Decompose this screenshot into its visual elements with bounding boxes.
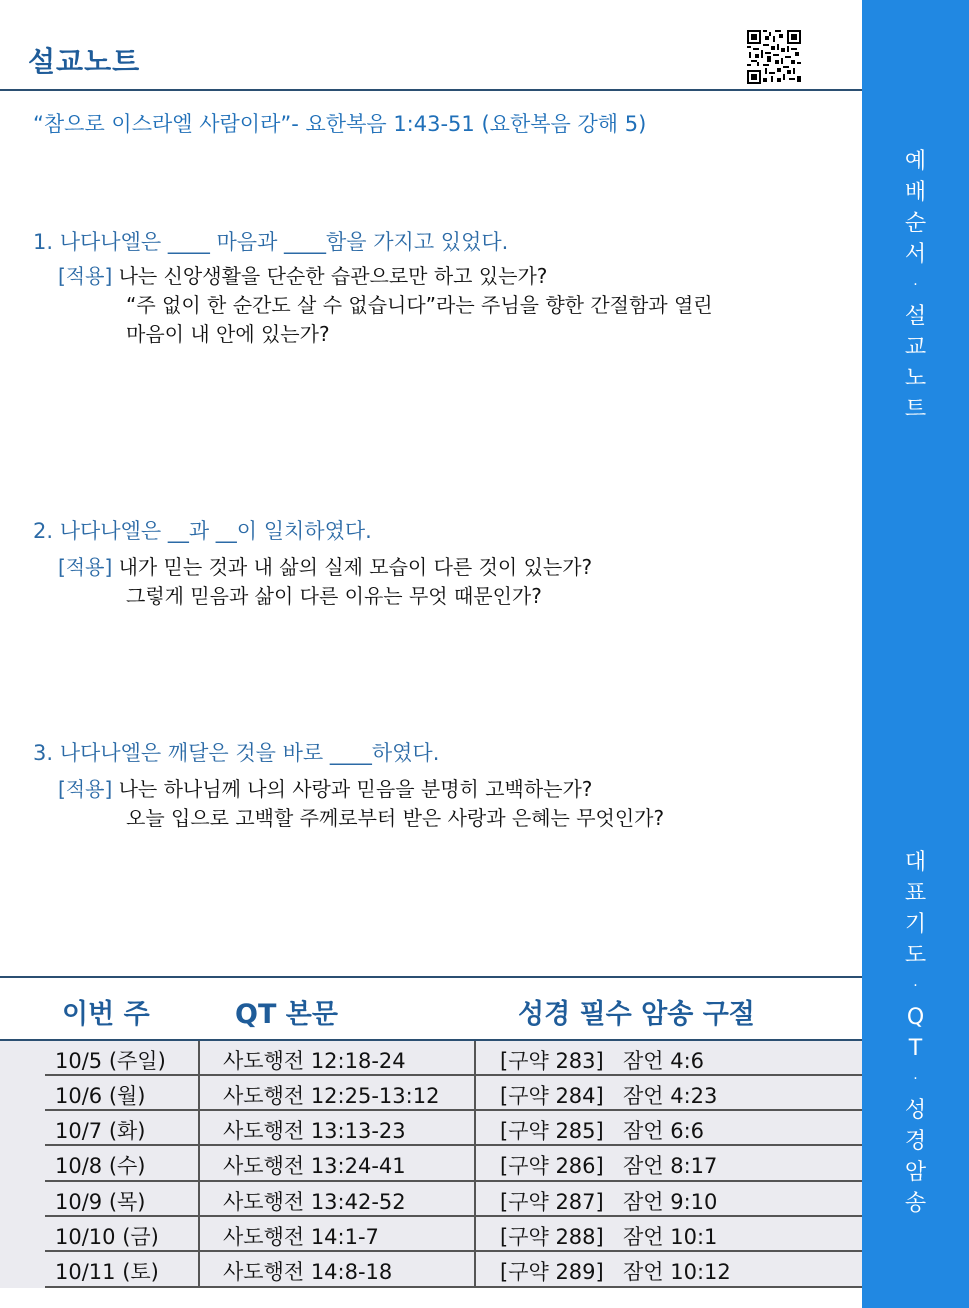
row-qt: 사도행전 13:42-52 [223, 1190, 406, 1214]
row-day: 10/5 (주일) [55, 1049, 166, 1073]
row-ref: [구약 287] [500, 1190, 604, 1214]
sidebar-char: 송 [904, 1191, 927, 1216]
sidebar-char: 경 [904, 1129, 927, 1154]
row-verse: 잠언 8:17 [623, 1154, 718, 1178]
application-line: 오늘 입으로 고백할 주께로부터 받은 사랑과 은혜는 무엇인가? [126, 806, 665, 830]
sidebar-separator: · [913, 978, 918, 994]
sidebar-tab-order-notes[interactable] [862, 146, 969, 425]
table-row [45, 1217, 862, 1252]
sidebar-char: 기 [904, 912, 927, 937]
sidebar-char: 노 [904, 366, 927, 391]
point-2-application [58, 553, 592, 611]
row-day: 10/6 (월) [55, 1084, 146, 1108]
sidebar-char: 트 [904, 397, 927, 422]
schedule-header-qt: QT 본문 [235, 999, 338, 1030]
application-line: “주 없이 한 순간도 살 수 없습니다”라는 주님을 향한 간절함과 열린 [126, 293, 713, 317]
table-row [45, 1111, 862, 1146]
sidebar-char: 예 [904, 149, 927, 174]
row-day: 10/7 (화) [55, 1119, 146, 1143]
application-tag: [적용] [58, 555, 113, 579]
sidebar-separator: · [913, 1071, 918, 1087]
sidebar-tab-prayer-qt-memory[interactable] [862, 847, 969, 1219]
header-divider [0, 89, 862, 91]
row-qt: 사도행전 12:18-24 [223, 1049, 406, 1073]
row-ref: [구약 284] [500, 1084, 604, 1108]
row-ref: [구약 288] [500, 1225, 604, 1249]
row-day: 10/11 (토) [55, 1260, 159, 1284]
point-2-question: 2. 나다나엘은 __과 __이 일치하였다. [33, 519, 372, 543]
row-divider [45, 1286, 862, 1288]
row-verse: 잠언 9:10 [623, 1190, 718, 1214]
schedule-header-week: 이번 주 [62, 999, 150, 1030]
row-ref: [구약 289] [500, 1260, 604, 1284]
schedule-top-divider [0, 976, 862, 978]
qr-code-icon[interactable] [747, 30, 801, 84]
table-row [45, 1041, 862, 1076]
application-tag: [적용] [58, 264, 113, 288]
sidebar [862, 0, 969, 1308]
sidebar-char: 표 [904, 881, 927, 906]
row-ref: [구약 286] [500, 1154, 604, 1178]
row-qt: 사도행전 13:24-41 [223, 1154, 406, 1178]
sidebar-char: 서 [904, 242, 927, 267]
application-line: 나는 하나님께 나의 사랑과 믿음을 분명히 고백하는가? [118, 777, 593, 801]
row-qt: 사도행전 14:8-18 [223, 1260, 393, 1284]
point-3-question: 3. 나다나엘은 깨달은 것을 바로 ____하였다. [33, 741, 440, 765]
row-verse: 잠언 10:12 [623, 1260, 731, 1284]
schedule-header-memory: 성경 필수 암송 구절 [518, 999, 755, 1030]
point-3-application [58, 775, 664, 833]
sidebar-char: 대 [904, 850, 927, 875]
table-row [45, 1182, 862, 1217]
sidebar-char: 암 [904, 1160, 927, 1185]
sidebar-char: T [908, 1036, 923, 1061]
sidebar-char: 배 [904, 180, 927, 205]
row-day: 10/10 (금) [55, 1225, 159, 1249]
sidebar-char: 성 [904, 1098, 927, 1123]
row-verse: 잠언 10:1 [623, 1225, 718, 1249]
sidebar-char: 교 [904, 335, 927, 360]
row-verse: 잠언 4:6 [623, 1049, 705, 1073]
application-line: 그렇게 믿음과 삶이 다른 이유는 무엇 때문인가? [126, 584, 542, 608]
row-ref: [구약 285] [500, 1119, 604, 1143]
table-row [45, 1076, 862, 1111]
page-title: 설교노트 [28, 45, 141, 78]
application-line: 마음이 내 안에 있는가? [126, 322, 330, 346]
application-tag: [적용] [58, 777, 113, 801]
sidebar-separator: · [913, 277, 918, 293]
sermon-subtitle: “참으로 이스라엘 사람이라”- 요한복음 1:43-51 (요한복음 강해 5) [33, 112, 647, 136]
row-qt: 사도행전 13:13-23 [223, 1119, 406, 1143]
point-1-application [58, 262, 713, 349]
sidebar-char: Q [906, 1005, 925, 1030]
row-qt: 사도행전 12:25-13:12 [223, 1084, 440, 1108]
row-verse: 잠언 4:23 [623, 1084, 718, 1108]
row-day: 10/9 (목) [55, 1190, 146, 1214]
point-1-question: 1. 나다나엘은 ____ 마음과 ____함을 가지고 있었다. [33, 230, 509, 254]
row-verse: 잠언 6:6 [623, 1119, 705, 1143]
table-row [45, 1252, 862, 1287]
sidebar-char: 도 [904, 943, 927, 968]
row-ref: [구약 283] [500, 1049, 604, 1073]
table-row [45, 1146, 862, 1181]
sidebar-char: 설 [904, 304, 927, 329]
sidebar-char: 순 [904, 211, 927, 236]
application-line: 나는 신앙생활을 단순한 습관으로만 하고 있는가? [118, 264, 548, 288]
row-day: 10/8 (수) [55, 1154, 146, 1178]
row-qt: 사도행전 14:1-7 [223, 1225, 379, 1249]
application-line: 내가 믿는 것과 내 삶의 실제 모습이 다른 것이 있는가? [118, 555, 593, 579]
